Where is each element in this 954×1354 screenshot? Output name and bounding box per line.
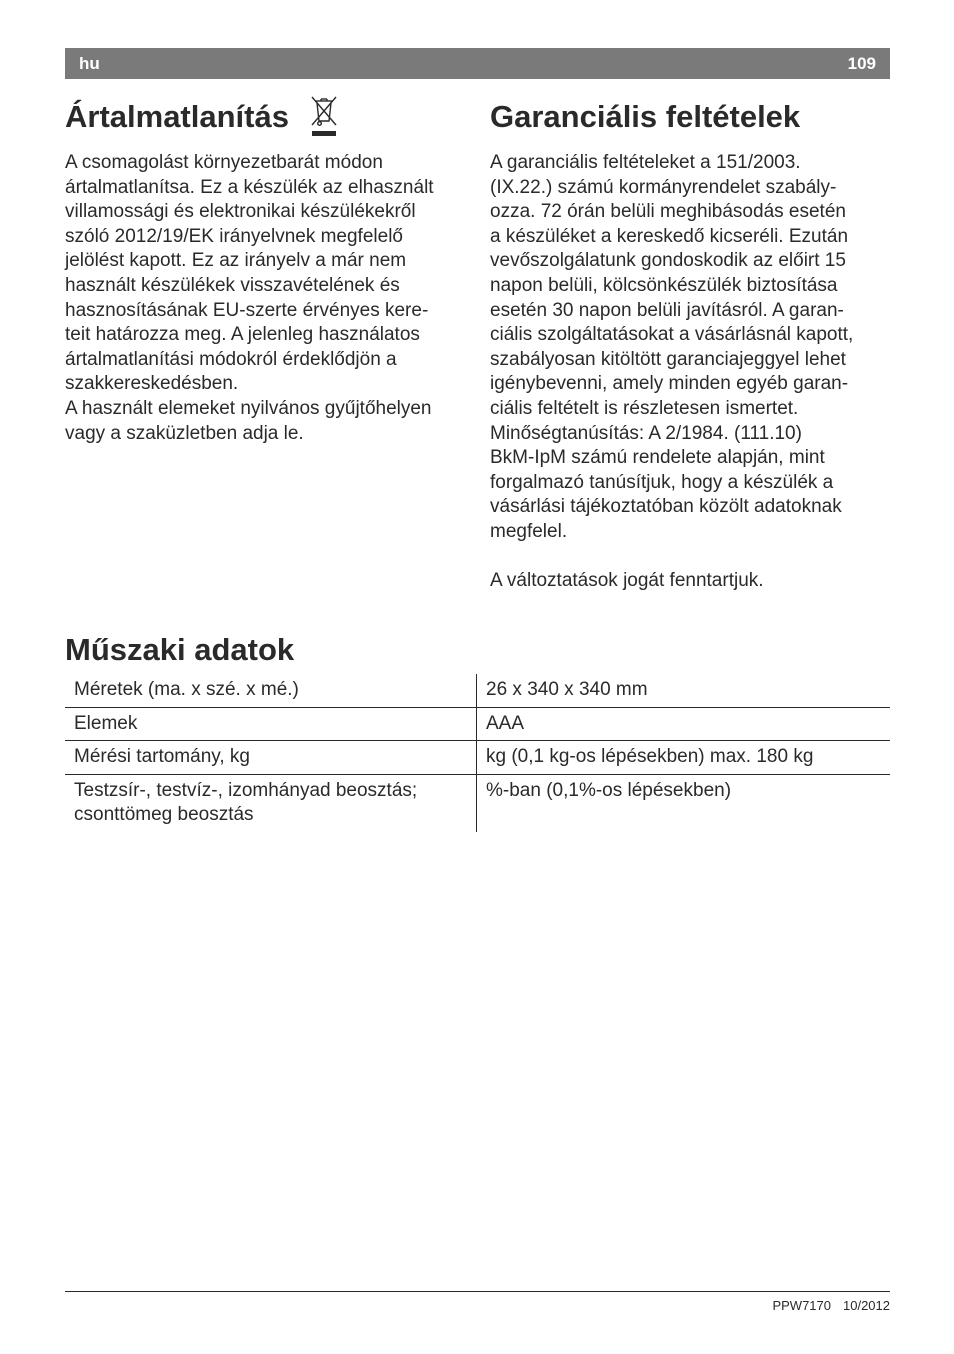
spec-label xyxy=(65,774,477,832)
text-line: szabályosan kitöltött garanciajeggyel lehet xyxy=(490,348,846,370)
text-line: vagy a szaküzletben adja le. xyxy=(65,422,304,444)
table-row xyxy=(65,674,890,707)
text-line: ártalmatlanítsa. Ez a készülék az elhasznált xyxy=(65,176,434,198)
text-line: A használt elemeket nyilvános gyűjtőhelyen xyxy=(65,397,432,419)
text-line: ciális szolgáltatásokat a vásárlásnál kapott, xyxy=(490,324,854,346)
spec-label-line: Mérési tartomány, kg xyxy=(74,746,250,768)
spec-label xyxy=(65,707,477,741)
text-line: esetén 30 napon belüli javításról. A garan- xyxy=(490,299,844,321)
text-line: villamossági és elektronikai készülékekről xyxy=(65,201,416,223)
text-line: ártalmatlanítási módokról érdeklődjön a xyxy=(65,348,397,370)
edition-date: 10/2012 xyxy=(843,1298,890,1313)
table-row xyxy=(65,707,890,741)
warranty-text xyxy=(490,151,890,594)
text-line: hasznosításának EU-szerte érvényes kere- xyxy=(65,299,429,321)
warranty-heading: Garanciális feltételek xyxy=(490,99,801,134)
text-line: (IX.22.) számú kormányrendelet szabály- xyxy=(490,176,837,198)
spec-label xyxy=(65,741,477,775)
spec-label-line: Testzsír-, testvíz-, izomhányad beosztás; xyxy=(74,779,418,801)
language-code: hu xyxy=(79,54,100,73)
model-number: PPW7170 xyxy=(772,1298,831,1313)
text-line: Minőségtanúsítás: A 2/1984. (111.10) xyxy=(490,422,802,444)
spec-value: AAA xyxy=(477,707,891,741)
specs-table xyxy=(65,674,890,832)
text-line: ciális feltételt is részletesen ismertet. xyxy=(490,397,799,419)
text-line: használt készülékek visszavételének és xyxy=(65,274,400,296)
text-line: szakkereskedésben. xyxy=(65,373,239,395)
text-line: BkM-IpM számú rendelete alapján, mint xyxy=(490,447,825,469)
specs-heading: Műszaki adatok xyxy=(65,632,295,667)
table-row xyxy=(65,774,890,832)
page-number: 109 xyxy=(847,54,876,73)
text-line: teit határozza meg. A jelenleg használatos xyxy=(65,324,420,346)
disposal-text xyxy=(65,151,475,446)
text-line: A csomagolást környezetbarát módon xyxy=(65,152,383,173)
text-line xyxy=(490,545,890,570)
spec-label-line: csonttömeg beosztás xyxy=(74,804,254,826)
spec-label-line: Elemek xyxy=(74,712,138,734)
text-line: a készüléket a kereskedő kicseréli. Ezután xyxy=(490,225,849,247)
text-line: A garanciális feltételeket a 151/2003. xyxy=(490,152,801,173)
text-line: megfelel. xyxy=(490,520,568,542)
text-line: vásárlási tájékoztatóban közölt adatoknak xyxy=(490,496,842,518)
text-line: igénybevenni, amely minden egyéb garan- xyxy=(490,373,849,395)
crossed-out-wheelie-bin-icon xyxy=(308,94,340,138)
text-line: A változtatások jogát fenntartjuk. xyxy=(490,570,764,592)
spec-value: 26 x 340 x 340 mm xyxy=(477,674,891,707)
text-line: forgalmazó tanúsítjuk, hogy a készülék a xyxy=(490,471,834,493)
disposal-heading: Ártalmatlanítás xyxy=(65,99,289,134)
spec-value: kg (0,1 kg-os lépésekben) max. 180 kg xyxy=(477,741,891,775)
text-line: szóló 2012/19/EK irányelvnek megfelelő xyxy=(65,225,403,247)
text-line: jelölést kapott. Ez az irányelv a már nem xyxy=(65,250,407,272)
page-header-bar xyxy=(65,48,890,79)
footer xyxy=(772,1298,890,1313)
spec-label xyxy=(65,674,477,707)
spec-label-line: Méretek (ma. x szé. x mé.) xyxy=(74,679,299,700)
text-line: ozza. 72 órán belüli meghibásodás esetén xyxy=(490,201,846,223)
spec-value: %-ban (0,1%-os lépésekben) xyxy=(477,774,891,832)
text-line: vevőszolgálatunk gondoskodik az előirt 15 xyxy=(490,250,846,272)
text-line: napon belüli, kölcsönkészülék biztosítása xyxy=(490,274,838,296)
footer-divider xyxy=(65,1291,890,1292)
table-row xyxy=(65,741,890,775)
